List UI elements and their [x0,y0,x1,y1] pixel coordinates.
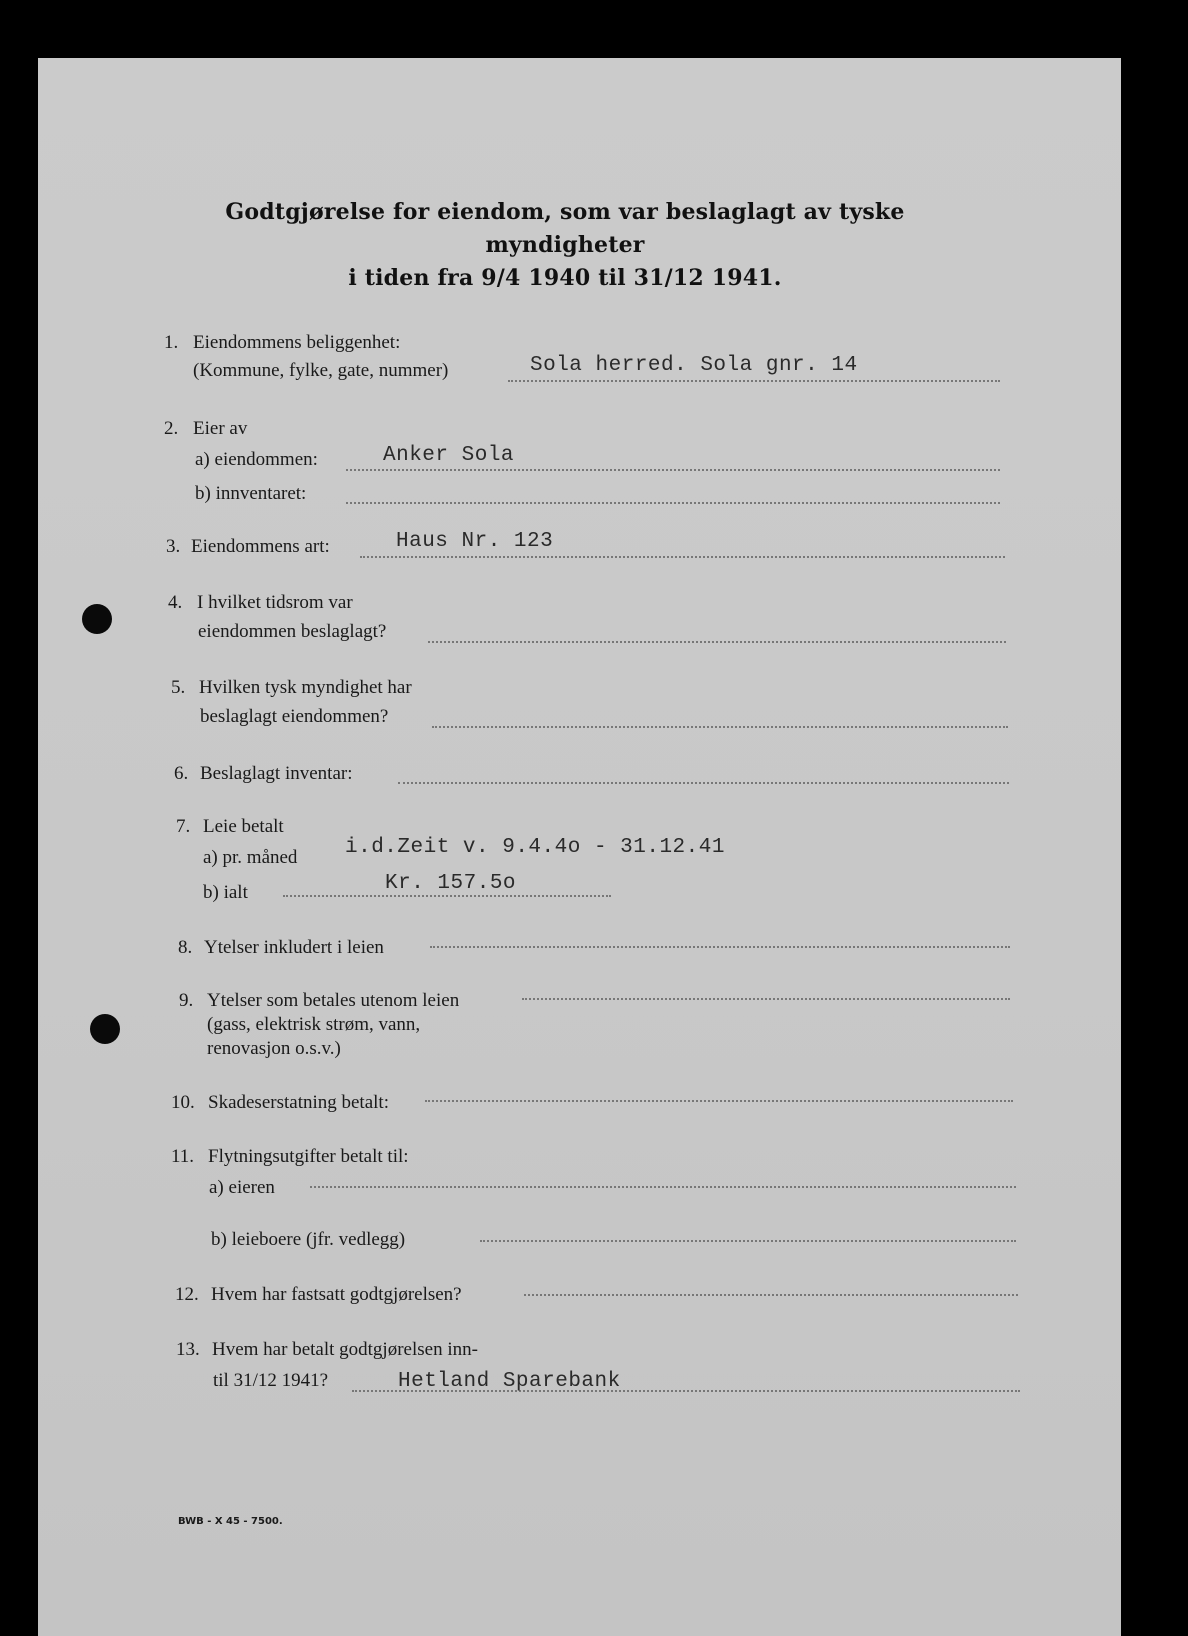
q11b-label: b) leieboere (jfr. vedlegg) [211,1229,406,1250]
q2b-label: b) innventaret: [195,483,307,504]
q9-sublabel-2: renovasjon o.s.v.) [207,1038,341,1059]
q2-number: 2. [164,418,179,439]
q13-label: Hvem har betalt godtgjørelsen inn- [212,1339,478,1360]
q7a-label: a) pr. måned [203,847,298,868]
q11b-line [480,1240,1016,1242]
q2a-answer: Anker Sola [383,444,515,467]
q3-line [360,556,1005,558]
q6-number: 6. [174,763,189,784]
q4-line [428,641,1006,643]
q9-number: 9. [179,990,194,1011]
q4-sublabel: eiendommen beslaglagt? [198,621,387,642]
q11-number: 11. [171,1146,195,1167]
q8-label: Ytelser inkludert i leien [204,937,384,958]
q11a-line [310,1186,1016,1188]
q3-answer: Haus Nr. 123 [396,530,554,553]
q10-number: 10. [171,1092,195,1113]
q3-label: Eiendommens art: [191,536,330,557]
q12-label: Hvem har fastsatt godtgjørelsen? [211,1284,462,1305]
q9-label: Ytelser som betales utenom leien [207,990,460,1011]
q6-label: Beslaglagt inventar: [200,763,353,784]
q5-number: 5. [171,677,186,698]
title-line-1: Godtgjørelse for eiendom, som var beslaglagt av tyske myndigheter [225,199,905,258]
q8-line [430,946,1010,948]
q8-number: 8. [178,937,193,958]
q11-label: Flytningsutgifter betalt til: [208,1146,409,1167]
punch-hole-bottom [90,1014,120,1044]
q10-line [425,1100,1013,1102]
q6-line [398,782,1009,784]
q7b-line [283,895,611,897]
q1-label: Eiendommens beliggenhet: [193,332,401,353]
q7a-answer: i.d.Zeit v. 9.4.4o - 31.12.41 [345,836,725,859]
q3-number: 3. [166,536,181,557]
q7b-answer: Kr. 157.5o [385,872,517,895]
printer-code: BWB - X 45 - 7500. [178,1516,283,1527]
q7-label: Leie betalt [203,816,284,837]
q5-sublabel: beslaglagt eiendommen? [200,706,389,727]
q1-sublabel: (Kommune, fylke, gate, nummer) [193,360,449,381]
q2a-line [346,469,1000,471]
q5-label: Hvilken tysk myndighet har [199,677,412,698]
form-title [150,196,980,295]
q11a-label: a) eieren [209,1177,275,1198]
punch-hole-top [82,604,112,634]
q2a-label: a) eiendommen: [195,449,318,470]
q7-number: 7. [176,816,191,837]
q12-line [524,1294,1018,1296]
q10-label: Skadeserstatning betalt: [208,1092,389,1113]
q7b-label: b) ialt [203,882,248,903]
q4-number: 4. [168,592,183,613]
q13-number: 13. [176,1339,200,1360]
q12-number: 12. [175,1284,199,1305]
q9-sublabel-1: (gass, elektrisk strøm, vann, [207,1014,421,1035]
q13-sublabel: til 31/12 1941? [213,1370,329,1391]
q1-answer: Sola herred. Sola gnr. 14 [530,354,858,377]
q9-line [522,998,1010,1000]
q4-label: I hvilket tidsrom var [197,592,353,613]
q1-number: 1. [164,332,179,353]
title-line-2: i tiden fra 9/4 1940 til 31/12 1941. [348,265,782,291]
q2-label: Eier av [193,418,248,439]
q5-line [432,726,1008,728]
q2b-line [346,502,1000,504]
q1-line [508,380,1000,382]
q13-answer: Hetland Sparebank [398,1370,621,1393]
